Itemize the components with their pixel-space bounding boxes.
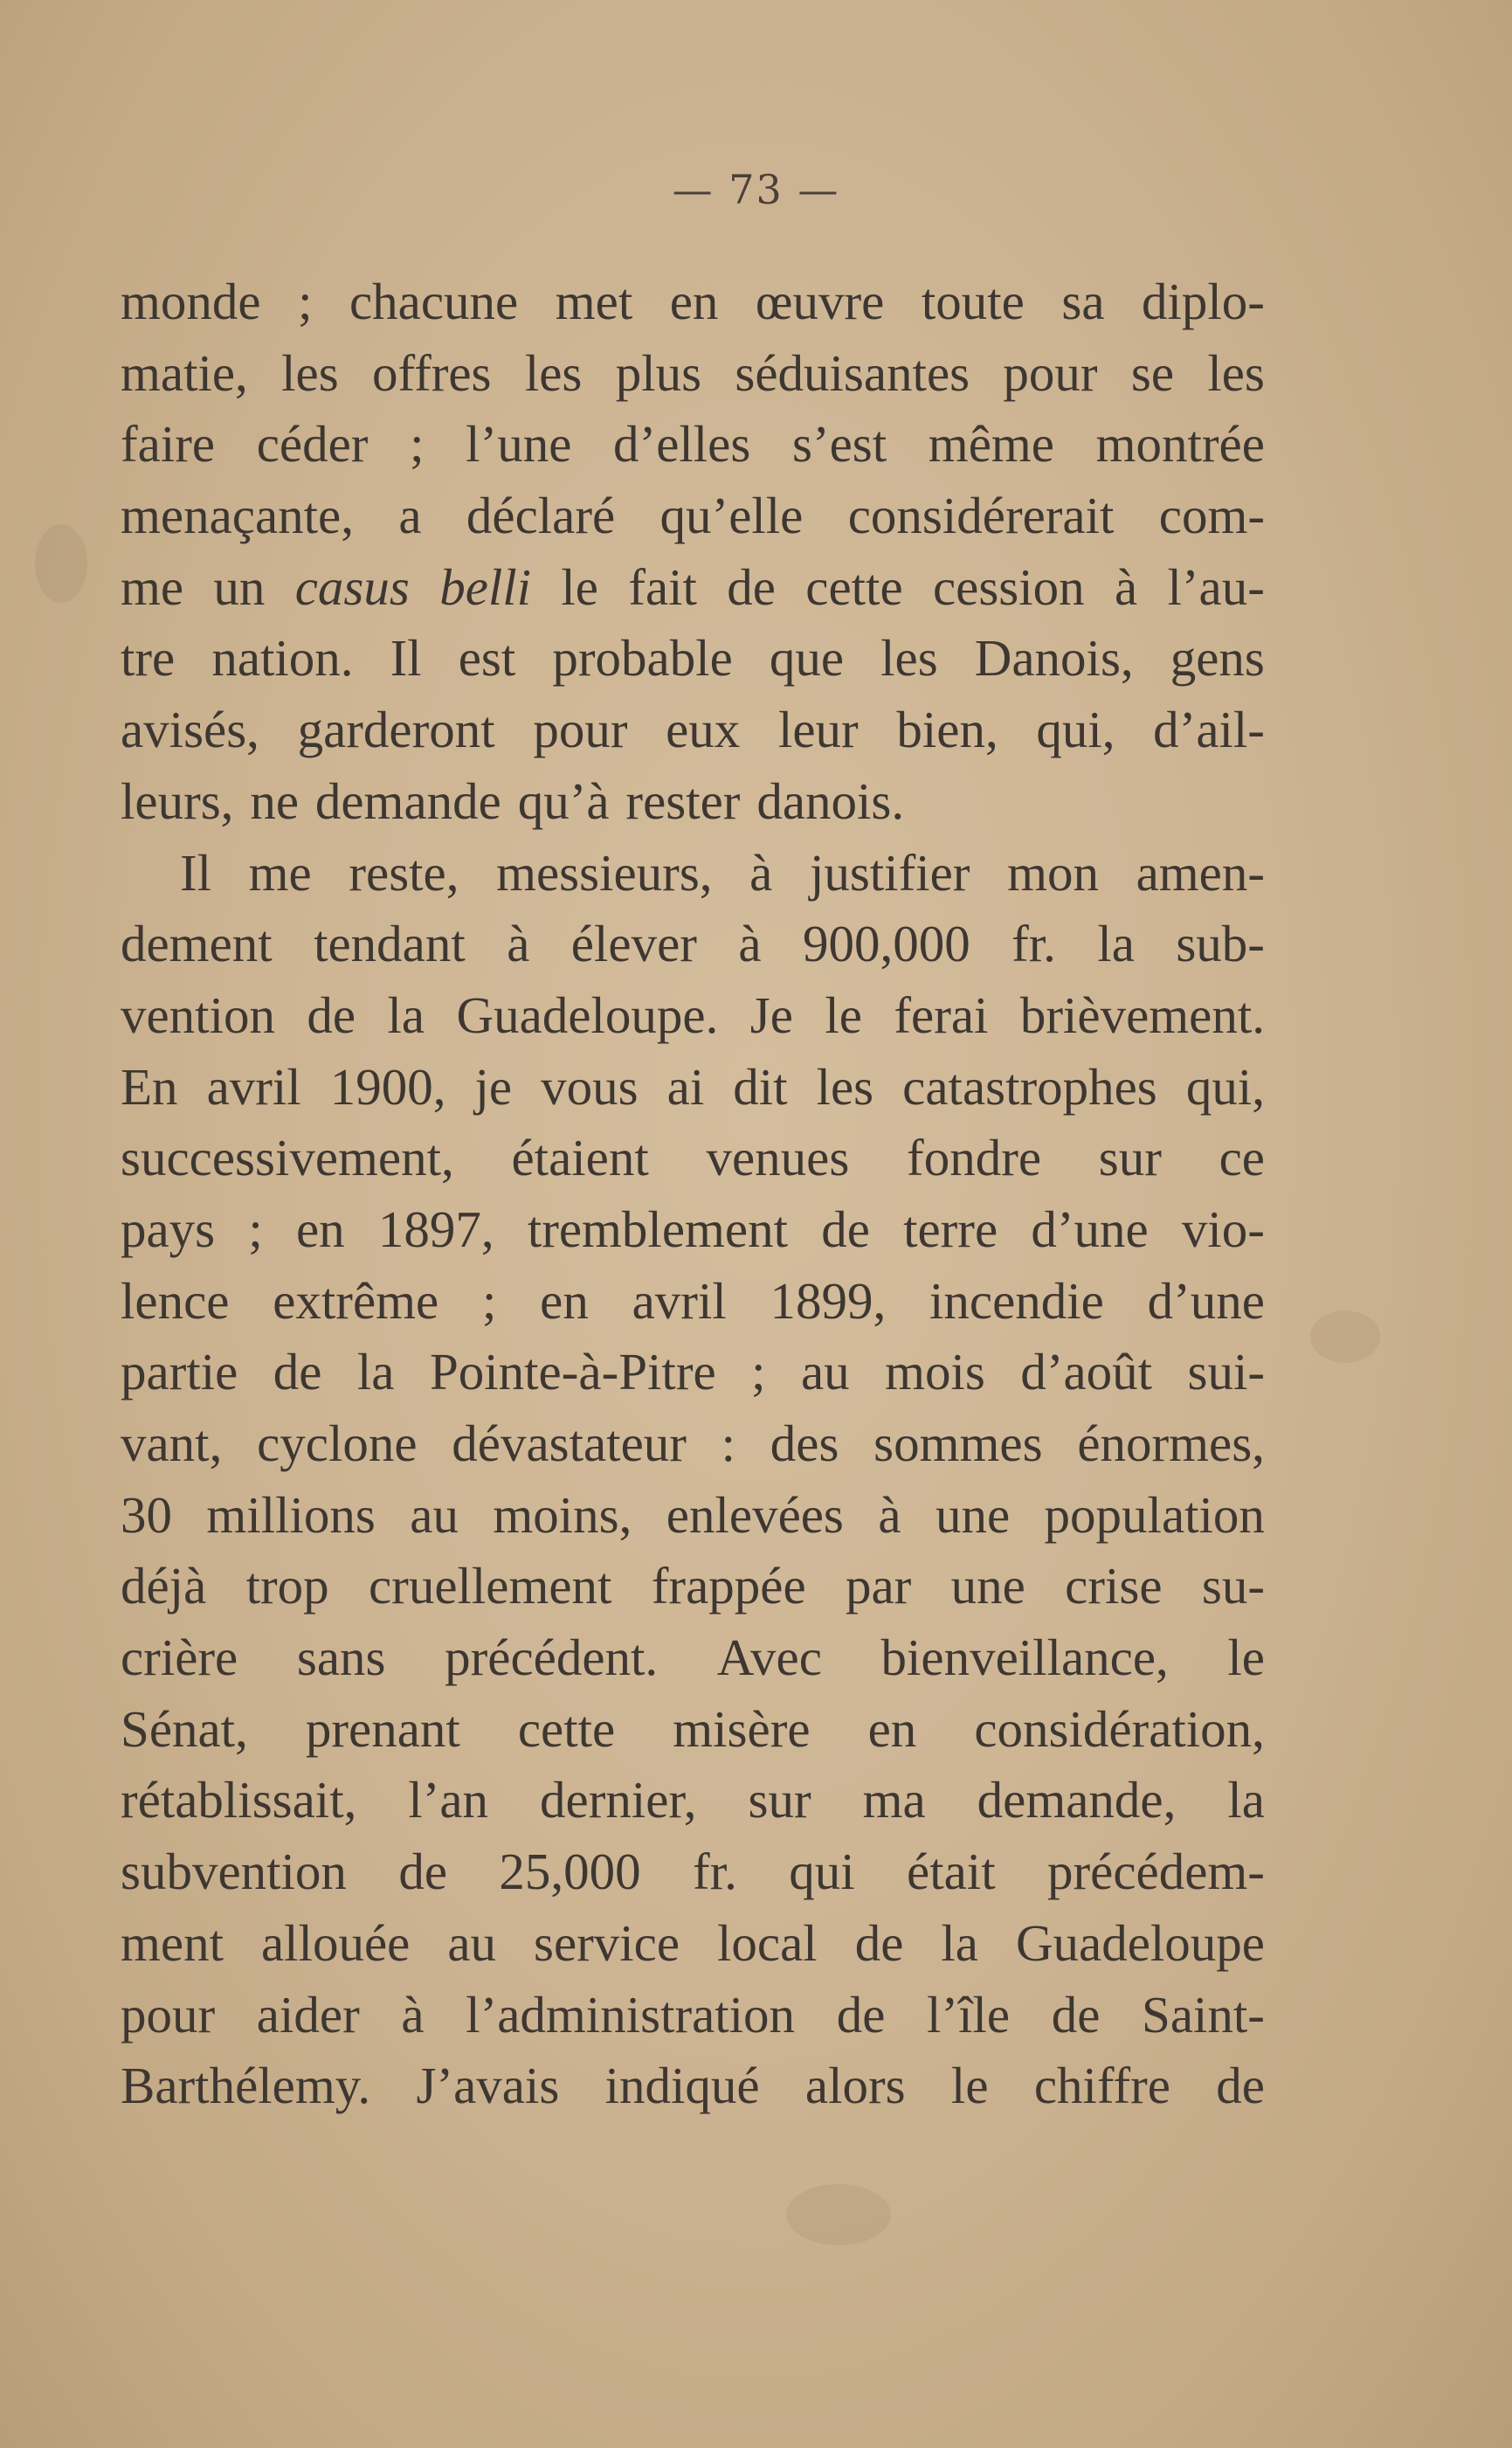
text-word: de (836, 1985, 886, 2043)
text-word: qui (789, 1843, 855, 1901)
text-line (121, 1408, 1265, 1480)
text-word: sans (296, 1629, 386, 1687)
text-word: de (398, 1843, 448, 1901)
text-word: terre (903, 1200, 998, 1258)
text-word: avril (206, 1057, 301, 1116)
text-word: avril (632, 1271, 727, 1330)
text-word: cette (805, 557, 903, 616)
text-word: dement (121, 915, 273, 973)
text-word: ment (121, 1913, 224, 1972)
text-word: demande (314, 771, 501, 830)
text-word: à (749, 843, 773, 902)
text-word: demande, (977, 1771, 1177, 1829)
text-word: Saint- (1142, 1985, 1265, 2043)
text-word: dit (733, 1057, 788, 1116)
text-line (121, 1765, 1265, 1836)
text-word: su- (1201, 1557, 1265, 1615)
text-word: l’île (927, 1985, 1011, 2043)
text-word: Pointe-à-Pitre (429, 1343, 716, 1401)
text-line (121, 980, 1265, 1052)
text-word: reste, (349, 843, 459, 902)
text-word: œuvre (755, 273, 885, 330)
text-word: sur (1098, 1129, 1162, 1187)
text-word: vant, (121, 1414, 223, 1472)
text-word: sa (1061, 273, 1105, 330)
text-word: me (248, 843, 312, 902)
text-word: en (867, 1699, 917, 1758)
text-word: partie (121, 1343, 238, 1401)
text-word: cruellement (368, 1557, 612, 1615)
text-word: 1899, (770, 1271, 887, 1330)
text-line (121, 1337, 1265, 1408)
text-word: par (845, 1557, 912, 1615)
text-word: d’une (1031, 1200, 1149, 1258)
text-word: matie, (121, 343, 248, 402)
text-word: leurs, (121, 771, 234, 830)
text-word: le (950, 2057, 989, 2115)
text-word: ; (248, 1200, 263, 1258)
text-word: à (878, 1485, 901, 1544)
text-word: s’est (791, 415, 887, 474)
text-word: dévastateur (452, 1414, 687, 1472)
text-word: sub- (1176, 915, 1265, 973)
text-word: Je (749, 985, 793, 1044)
text-word: de (821, 1200, 870, 1258)
text-word: est (458, 629, 516, 688)
text-word: la (356, 1343, 395, 1401)
text-word: venues (706, 1129, 850, 1187)
text-word: Guadeloupe. (456, 985, 719, 1044)
text-word: au (410, 1485, 459, 1544)
text-word: de (273, 1343, 322, 1401)
text-line (121, 481, 1265, 552)
text-word: monde (121, 273, 261, 330)
text-word: au (800, 1343, 850, 1401)
text-word: enlevées (666, 1485, 844, 1544)
text-word: messieurs, (496, 843, 713, 902)
text-word: prenant (305, 1699, 460, 1758)
text-word: à (1114, 557, 1138, 616)
text-word: mois (885, 1343, 985, 1401)
text-word: je (474, 1057, 513, 1116)
text-word: Avec (716, 1629, 822, 1687)
text-word: séduisantes (735, 343, 970, 402)
text-word: les (1207, 343, 1265, 402)
text-word: rester (625, 771, 741, 830)
text-word: ce (1219, 1129, 1265, 1187)
text-word: fr. (693, 1843, 737, 1901)
text-line (121, 766, 1265, 838)
text-word: ferai (894, 985, 989, 1044)
text-word: d’août (1020, 1343, 1153, 1401)
text-word: les (524, 343, 583, 402)
text-word: d’elles (613, 415, 751, 474)
text-word: a (398, 487, 422, 545)
text-word: successivement, (121, 1129, 454, 1187)
text-word: l’administration (466, 1985, 796, 2043)
text-line (121, 1551, 1265, 1622)
text-word: vous (541, 1057, 639, 1116)
text-word: vio- (1181, 1200, 1265, 1258)
text-word: misère (673, 1699, 811, 1758)
text-word: dernier, (540, 1771, 697, 1829)
text-word: ; (298, 273, 313, 330)
text-word: sur (748, 1771, 811, 1829)
text-word: ; (481, 1271, 497, 1330)
text-word: de (307, 985, 356, 1044)
text-line (121, 1052, 1265, 1124)
text-word: offres (371, 343, 492, 402)
text-word: se (1130, 343, 1175, 402)
text-word: énormes, (1077, 1414, 1265, 1472)
text-word: cession (932, 557, 1085, 616)
text-word: Il (390, 629, 422, 688)
text-word: Danois, (974, 629, 1134, 688)
text-line (121, 409, 1265, 481)
text-word: 1897, (377, 1200, 494, 1258)
text-word: diplo- (1142, 273, 1265, 330)
text-word: en (669, 273, 719, 330)
text-word: justifier (809, 843, 970, 902)
text-word: tre (121, 629, 176, 688)
text-word: bienveillance, (880, 1629, 1169, 1687)
text-word: précédem- (1046, 1843, 1265, 1901)
text-word: allouée (260, 1913, 411, 1972)
text-word: ma (862, 1771, 926, 1829)
text-word: 900,000 (802, 915, 970, 973)
text-word: des (770, 1414, 839, 1472)
text-word: d’ail- (1153, 701, 1265, 759)
text-word: nation. (211, 629, 354, 688)
text-word: bien, (896, 701, 998, 759)
text-word: l’une (466, 415, 572, 474)
text-word: une (935, 1485, 1011, 1544)
text-word: à (507, 915, 530, 973)
text-word: l’au- (1167, 557, 1265, 616)
text-word: Guadeloupe (1015, 1913, 1265, 1972)
text-word: sommes (873, 1414, 1043, 1472)
text-word: élever (570, 915, 697, 973)
text-word: la (387, 985, 425, 1044)
text-word: montrée (1095, 415, 1265, 474)
text-word: millions (206, 1485, 376, 1544)
text-word: ai (666, 1057, 705, 1116)
page-number: — 73 — (672, 166, 840, 213)
text-word: me (121, 557, 184, 616)
text-word: précédent. (445, 1629, 659, 1687)
text-line (121, 1622, 1265, 1694)
text-word: qu’à (517, 771, 610, 830)
text-word: tendant (314, 915, 466, 973)
text-word: aider (256, 1985, 360, 2043)
text-word: d’une (1147, 1271, 1265, 1330)
body-text (121, 266, 1265, 2122)
text-word: ; (410, 415, 425, 474)
text-word: considérerait (847, 487, 1115, 545)
text-word: céder (256, 415, 369, 474)
text-word: ; (751, 1343, 766, 1401)
text-word: ne (250, 771, 299, 830)
text-word: catastrophes (902, 1057, 1157, 1116)
text-word: la (941, 1913, 978, 1972)
text-word: extrême (273, 1271, 439, 1330)
text-word: Il (180, 843, 212, 902)
text-word: de (854, 1913, 904, 1972)
text-word: déclaré (466, 487, 616, 545)
text-word: les (816, 1057, 874, 1116)
text-word: pour (533, 701, 628, 759)
text-word: J’avais (416, 2057, 560, 2115)
text-word: menaçante, (121, 487, 354, 545)
text-word: 25,000 (499, 1843, 641, 1901)
text-word: leur (777, 701, 859, 759)
text-word: crise (1065, 1557, 1163, 1615)
text-word: même (928, 415, 1054, 474)
text-word: mon (1007, 843, 1099, 902)
text-line (121, 2050, 1265, 2122)
paper-stain (786, 2184, 891, 2245)
text-word: lence (121, 1271, 230, 1330)
text-word: à (738, 915, 762, 973)
text-word: tremblement (527, 1200, 788, 1258)
text-word: faire (121, 415, 216, 474)
text-word: alors (804, 2057, 906, 2115)
text-word: eux (666, 701, 741, 759)
text-word: la (1097, 915, 1135, 973)
text-word: rétablissait, (121, 1771, 357, 1829)
text-word: brièvement. (1019, 985, 1265, 1044)
text-word: avisés, (121, 701, 259, 759)
text-word: probable (552, 629, 733, 688)
text-line (121, 1836, 1265, 1908)
text-word: 30 (121, 1485, 172, 1544)
text-line (121, 1266, 1265, 1338)
text-word: un (213, 557, 266, 616)
text-word: étaient (511, 1129, 649, 1187)
text-word: sui- (1187, 1343, 1265, 1401)
text-line (121, 1908, 1265, 1980)
text-word: trop (245, 1557, 329, 1615)
text-word: chiffre (1033, 2057, 1170, 2115)
text-word: toute (921, 273, 1025, 330)
text-word: de (727, 557, 776, 616)
text-line (121, 1694, 1265, 1766)
text-word: qui, (1036, 701, 1115, 759)
text-word: En (121, 1057, 178, 1116)
text-word: qu’elle (659, 487, 804, 545)
text-word: Sénat, (121, 1699, 248, 1758)
text-line (121, 623, 1265, 695)
text-word: plus (615, 343, 702, 402)
text-word: danois. (756, 771, 905, 830)
text-word: une (950, 1557, 1025, 1615)
text-word: vention (121, 985, 275, 1044)
text-word: indiqué (604, 2057, 760, 2115)
text-word: en (540, 1271, 589, 1330)
text-line (121, 1980, 1265, 2051)
text-word: que (769, 629, 845, 688)
paper-stain (1310, 1310, 1380, 1363)
text-line (121, 338, 1265, 410)
text-line (121, 552, 1265, 624)
text-word: gens (1170, 629, 1265, 688)
text-word: incendie (929, 1271, 1104, 1330)
text-word: local (717, 1913, 818, 1972)
text-word: 1900, (329, 1057, 446, 1116)
text-word: frappée (651, 1557, 806, 1615)
text-word: amen- (1136, 843, 1265, 902)
text-line (121, 1480, 1265, 1552)
text-line (121, 838, 1265, 909)
text-word: fr. (1011, 915, 1056, 973)
text-word: au (447, 1913, 496, 1972)
text-word: de (1216, 2057, 1265, 2115)
text-word: le (561, 557, 598, 616)
text-word: garderont (297, 701, 495, 759)
text-word: les (281, 343, 339, 402)
text-word: déjà (121, 1557, 207, 1615)
text-word: moins, (493, 1485, 632, 1544)
text-word: pour (121, 1985, 216, 2043)
text-word: les (880, 629, 938, 688)
text-word: cette (517, 1699, 616, 1758)
paper-stain (35, 524, 87, 603)
text-word: subvention (121, 1843, 347, 1901)
text-word: qui, (1185, 1057, 1265, 1116)
text-word: population (1044, 1485, 1265, 1544)
text-line (121, 266, 1265, 338)
text-word: le (1227, 1629, 1265, 1687)
text-word: l’an (408, 1771, 489, 1829)
text-word: à (401, 1985, 425, 2043)
text-word: service (533, 1913, 680, 1972)
text-word: chacune (349, 273, 519, 330)
text-word: fondre (907, 1129, 1042, 1187)
text-line (121, 909, 1265, 980)
text-word: casus (294, 557, 410, 616)
text-word: belli (439, 557, 532, 616)
text-line (121, 1194, 1265, 1266)
text-word: pays (121, 1200, 216, 1258)
text-line (121, 695, 1265, 766)
text-word: cyclone (257, 1414, 418, 1472)
text-line (121, 1123, 1265, 1194)
text-word: était (907, 1843, 996, 1901)
text-word: la (1227, 1771, 1265, 1829)
text-word: crière (121, 1629, 238, 1687)
text-word: met (555, 273, 633, 330)
text-word: considération, (974, 1699, 1265, 1758)
text-word: de (1051, 1985, 1101, 2043)
text-word: le (825, 985, 862, 1044)
text-word: com- (1158, 487, 1265, 545)
text-word: fait (628, 557, 697, 616)
text-word: Barthélemy. (121, 2057, 371, 2115)
text-word: pour (1003, 343, 1098, 402)
text-word: : (721, 1414, 736, 1472)
text-word: en (295, 1200, 345, 1258)
